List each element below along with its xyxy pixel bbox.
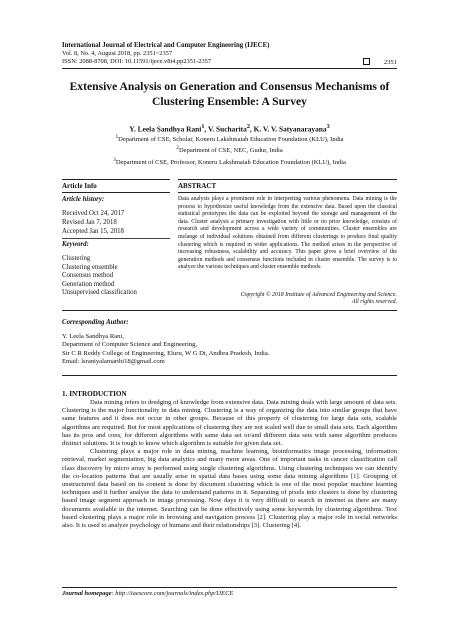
keyword-divider: [62, 238, 170, 239]
page-number-block: [363, 58, 397, 67]
journal-volume: Vol. 8, No. 4, August 2018, pp. 2351~2357: [62, 50, 173, 57]
history-heading: Article history:: [62, 196, 105, 203]
author-1-sup: 1: [201, 124, 205, 130]
received-date: Received Oct 24, 2017: [62, 210, 125, 217]
keyword-heading: Keyword:: [62, 241, 89, 248]
journal-header: [62, 42, 397, 66]
author-1: Y. Leela Sandhya Rani: [129, 124, 202, 134]
introduction-heading: 1. INTRODUCTION: [62, 390, 127, 398]
keyword-item: Clustering: [62, 255, 91, 262]
footer-divider: [62, 587, 397, 588]
author-line: Y. Leela Sandhya Rani$^1$, V. Sucharita$^2$, K. V. V. Satyanarayana$^3$: [129, 124, 330, 134]
paper-title: Extensive Analysis on Generation and Consensus Mechanisms of Clustering Ensemble: A Survey: [69, 80, 390, 108]
author-2: V. Sucharita: [207, 124, 247, 134]
author-2-sup: 2: [246, 124, 250, 130]
corresponding-heading: Corresponding Author:: [62, 319, 129, 326]
abstract-text: Data analysis plays a prominent role in interpreting various phenomena. Data mining is the process to hypothesize useful knowledge from the extensive data. Based upon the classical statistical prototypes the data can be exploited beyond the storage and management of the data. Cluster analysis a primary investigation with little or no prior knowledge, consists of research and development across a wide variety of communities. Cluster ensembles are melange of individual solutions obtained from different clusterings to produce final quality clustering which is required in wider applications. The method arises in the perspective of increasing robustness, scalability and accuracy. This paper gives a brief overview of the generation methods and consensus functions included in cluster ensemble. The survey is to analyze the various techniques and cluster ensemble methods.: [178, 196, 397, 271]
article-info-heading: Article Info: [62, 179, 170, 193]
page-number: 2351: [383, 59, 397, 66]
journal-name: International Journal of Electrical and Computer Engineering (IJECE): [62, 42, 270, 49]
intro-paragraph-2: Clustering plays a major role in data mining, machine learning, bioinformatics image processing, information retrieval, market segmentation, big data analytics and many more areas. One of important tasks in cancer classification call class discovery by micro array is performed using single clustering algorithms. Using clustering techniques we can identify the co-location patterns that are usually arise in spatial data bases using some data mining algorithms [1]. Grouping of unstructured data based on its content is done by document clustering which is one of the most popular machine learning techniques and it further analyse the data to understand patterns in it. Separating of pixels into clusters is done by clustering based image segment approach in image processing. Now days it is very difficult to search in internet as there are many documents available in the internet. Searching can be done effectively using some keywords by clustering algorithms. Text based clustering plays a major role in browsing and navigation process [2]. Clustering play a major role in social networks also. It is used to analyze psychology of humans and their relationships [3]. Clustering [4].: [62, 448, 397, 530]
article-history: [62, 209, 124, 236]
header-divider: [62, 68, 397, 69]
footer-url[interactable]: : http://iaescore.com/journals/index.php/IJECE: [111, 590, 234, 597]
keyword-item: Consensus method: [62, 272, 114, 280]
corresponding-name: Y. Leela Sandhya Rani,: [62, 333, 124, 340]
affiliations: [62, 133, 397, 167]
corresponding-email: Email: lsraniyalamarthi18@gmail.com: [62, 357, 165, 365]
journal-footer: [62, 590, 233, 597]
copyright-notice: Copyright © 2018 Institute of Advanced Engineering and Science. All rights reserved.: [240, 292, 397, 306]
author-3: K. V. V. Satyanarayana: [253, 124, 327, 134]
keyword-item: Clustering ensemble: [62, 263, 118, 271]
square-icon: [363, 58, 370, 65]
abstract-heading: ABSTRACT: [178, 179, 397, 193]
keyword-item: Unsupervised classification: [62, 289, 137, 297]
journal-issn: ISSN: 2088-8708, DOI: 10.11591/ijece.v8i4.pp2351-2357: [62, 58, 212, 65]
corresponding-college: Sir C R Reddy College of Engineering, Eluru, W G Dt, Andhra Pradesh, India.: [62, 349, 270, 357]
introduction-body: [62, 399, 397, 530]
affiliation-3: $^3$Department of CSE, Professor, Koneru Lakshmaiah Education Foundation (KLU), India: [113, 156, 346, 166]
intro-paragraph-1: Data mining refers to dredging of knowledge from extensive data. Data mining deals with large amount of data sets. Clustering is the major functionality in data mining. Clustering is a way of organizing the data into similar groups that have same features and it does not occur in other groups. Because of this property of clustering for large data sets, scalable algorithms are required. But for most applications of clustering they are not scaled well due to small data sets. Each algorithm has its pros and cons, for different algorithms with same data set or/and different data sets with same algorithm produces distinct solutions. It is tough to know which algorithm is suitable for given data set.: [62, 399, 397, 448]
corresponding-divider: [62, 375, 397, 376]
keyword-item: Generation method: [62, 280, 115, 288]
affiliation-1: $^1$Department of CSE, Scholar, Koneru Lakshmaiah Education Foundation (KLU), India: [115, 134, 344, 144]
revised-date: Revised Jan 7, 2018: [62, 219, 117, 226]
author-3-sup: 3: [326, 124, 330, 130]
corresponding-author: [62, 333, 269, 366]
affiliation-2: $^2$Department of CSE, NEC, Gudur, India: [176, 145, 283, 155]
corresponding-dept: Department of Computer Science and Engineering,: [62, 341, 198, 349]
section-divider: [62, 310, 397, 311]
footer-label: Journal homepage: [62, 590, 112, 597]
keyword-list: [62, 255, 137, 298]
accepted-date: Accepted Jan 15, 2018: [62, 228, 124, 235]
